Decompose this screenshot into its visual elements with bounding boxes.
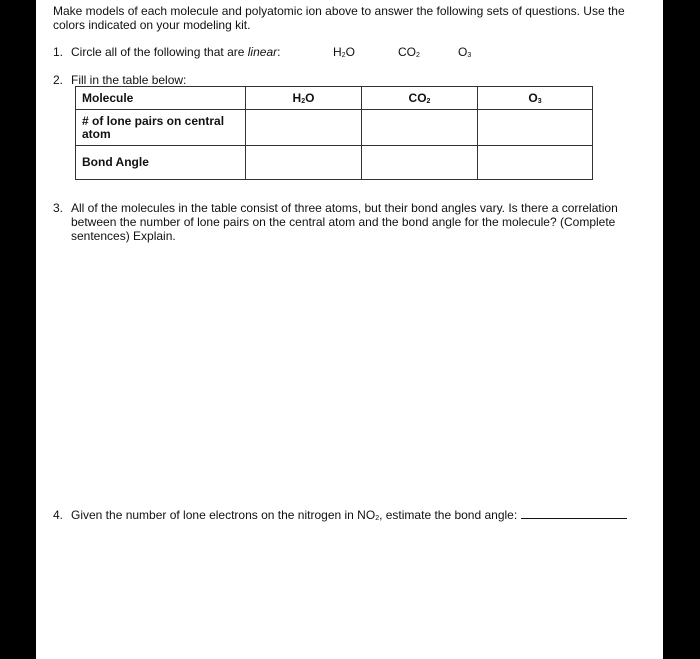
answer-blank[interactable]: [521, 508, 627, 519]
option-co2[interactable]: $CO_2$: [398, 45, 420, 59]
cell-co2-lone-pairs[interactable]: [362, 110, 478, 146]
column-header-o3: $O_3$: [478, 87, 593, 110]
question-3-number: 3.: [53, 201, 64, 215]
column-header-h2o: $H_2O$: [246, 87, 362, 110]
question-3-text: All of the molecules in the table consist of three atoms, but their bond angles vary. Is there a correlation between the number of lone pairs on the central atom and the bond angle for the molecule? (Complete sentences) Explain.: [71, 201, 618, 243]
column-header-co2: $CO_2$: [362, 87, 478, 110]
cell-co2-bond-angle[interactable]: [362, 146, 478, 180]
question-1-text: Circle all of the following that are linear:: [71, 45, 281, 59]
option-o3[interactable]: $O_3$: [458, 45, 472, 59]
cell-o3-bond-angle[interactable]: [478, 146, 593, 180]
option-h2o[interactable]: $H_2O$: [333, 45, 355, 59]
question-4-text: Given the number of lone electrons on the nitrogen in $NO_2$, estimate the bond angle:: [71, 508, 627, 526]
intro-text: Make models of each molecule and polyatomic ion above to answer the following sets of questions. Use the colors indicated on your modeling kit.: [53, 4, 625, 32]
question-1: [53, 45, 653, 61]
row-header-bond-angle: Bond Angle: [76, 146, 246, 180]
cell-o3-lone-pairs[interactable]: [478, 110, 593, 146]
row-header-molecule: Molecule: [76, 87, 246, 110]
question-1-number: 1.: [53, 45, 64, 59]
cell-h2o-bond-angle[interactable]: [246, 146, 362, 180]
cell-h2o-lone-pairs[interactable]: [246, 110, 362, 146]
question-2-text: Fill in the table below:: [71, 73, 187, 87]
molecule-table: [75, 86, 593, 180]
question-2-number: 2.: [53, 73, 64, 87]
question-4: [53, 508, 653, 524]
question-4-number: 4.: [53, 508, 64, 522]
worksheet-page: [36, 0, 663, 659]
row-header-lone-pairs: # of lone pairs on central atom: [76, 110, 246, 146]
